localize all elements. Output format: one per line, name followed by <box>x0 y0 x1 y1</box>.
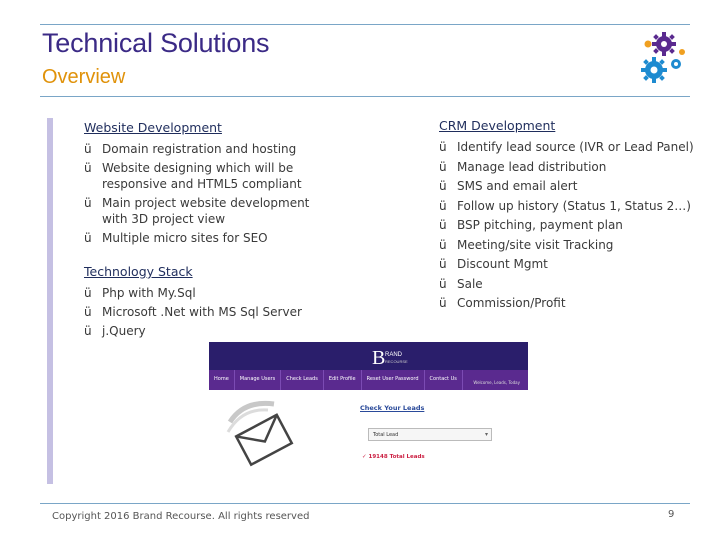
check-leads-title: Check Your Leads <box>360 404 425 412</box>
list-item: ü BSP pitching, payment plan <box>439 218 623 232</box>
lead-total: ✓ 19148 Total Leads <box>362 454 425 460</box>
list-item: ü Php with My.Sql <box>84 286 196 300</box>
list-item: ü Website designing which will be responsive and HTML5 compliant <box>84 161 302 191</box>
list-item: ü Sale <box>439 276 483 291</box>
checkmark-icon: ✓ <box>362 454 367 460</box>
lead-panel <box>360 404 500 470</box>
website-development-heading: Website Development <box>84 120 222 135</box>
accent-bar <box>47 118 53 484</box>
nav-item-contact-us: Contact Us <box>425 370 463 390</box>
crm-development-heading: CRM Development <box>439 118 556 133</box>
checkmark-icon: ü <box>84 161 92 175</box>
nav-item-check-leads: Check Leads <box>281 370 324 390</box>
technology-stack-heading: Technology Stack <box>84 264 193 279</box>
checkmark-icon: ü <box>84 305 92 319</box>
slide-subtitle: Overview <box>42 66 126 88</box>
checkmark-icon: ü <box>439 179 447 193</box>
list-item: ü Manage lead distribution <box>439 159 607 174</box>
checkmark-icon: ü <box>439 237 447 252</box>
crm-app-screenshot <box>209 342 528 390</box>
list-item: ü Follow up history (Status 1, Status 2…) <box>439 198 691 213</box>
brand-logo <box>372 346 432 368</box>
checkmark-icon: ü <box>439 140 447 154</box>
nav-item-home: Home <box>209 370 235 390</box>
checkmark-icon: ü <box>84 324 92 338</box>
nav-item-edit-profile: Edit Profile <box>324 370 362 390</box>
slide-title: Technical Solutions <box>42 28 270 58</box>
list-item: ü Microsoft .Net with MS Sql Server <box>84 305 302 319</box>
copyright-text: Copyright 2016 Brand Recourse. All rights reserved <box>52 511 310 522</box>
nav-item-manage-users: Manage Users <box>235 370 281 390</box>
checkmark-icon: ü <box>84 286 92 300</box>
list-item: ü Multiple micro sites for SEO <box>84 231 268 245</box>
list-item: ü Main project website development with 3D project view <box>84 196 310 226</box>
checkmark-icon: ü <box>84 231 92 245</box>
website-development-list <box>84 141 314 249</box>
technology-stack-list <box>84 285 324 342</box>
chevron-down-icon: ▾ <box>484 431 488 438</box>
list-item: ü Discount Mgmt <box>439 257 548 271</box>
list-item: ü Commission/Profit <box>439 296 566 310</box>
checkmark-icon: ü <box>84 142 92 156</box>
list-item: ü Identify lead source (IVR or Lead Panel) <box>439 140 694 154</box>
checkmark-icon: ü <box>439 218 447 232</box>
checkmark-icon: ü <box>439 296 447 310</box>
welcome-text: Welcome, Leads, Today <box>473 380 520 385</box>
list-item: ü Meeting/site visit Tracking <box>439 237 614 252</box>
list-item: ü SMS and email alert <box>439 179 578 193</box>
page-number: 9 <box>668 509 675 520</box>
lead-filter-select: Total Lead ▾ <box>368 428 492 441</box>
checkmark-icon: ü <box>439 276 447 291</box>
list-item: ü Domain registration and hosting <box>84 142 297 156</box>
checkmark-icon: ü <box>439 198 447 213</box>
top-divider <box>40 24 690 25</box>
checkmark-icon: ü <box>439 257 447 271</box>
header-divider <box>40 96 690 97</box>
checkmark-icon: ü <box>439 159 447 174</box>
svg-text:B: B <box>372 347 386 368</box>
envelope-icon <box>224 398 302 468</box>
checkmark-icon: ü <box>84 196 92 210</box>
crm-development-list <box>439 139 699 315</box>
footer-divider <box>40 503 690 504</box>
svg-text:RECOURSE: RECOURSE <box>385 359 408 364</box>
nav-item-reset-password: Reset User Password <box>362 370 425 390</box>
list-item: ü j.Query <box>84 324 146 338</box>
svg-text:RAND: RAND <box>385 352 403 358</box>
gears-icon <box>636 30 690 86</box>
